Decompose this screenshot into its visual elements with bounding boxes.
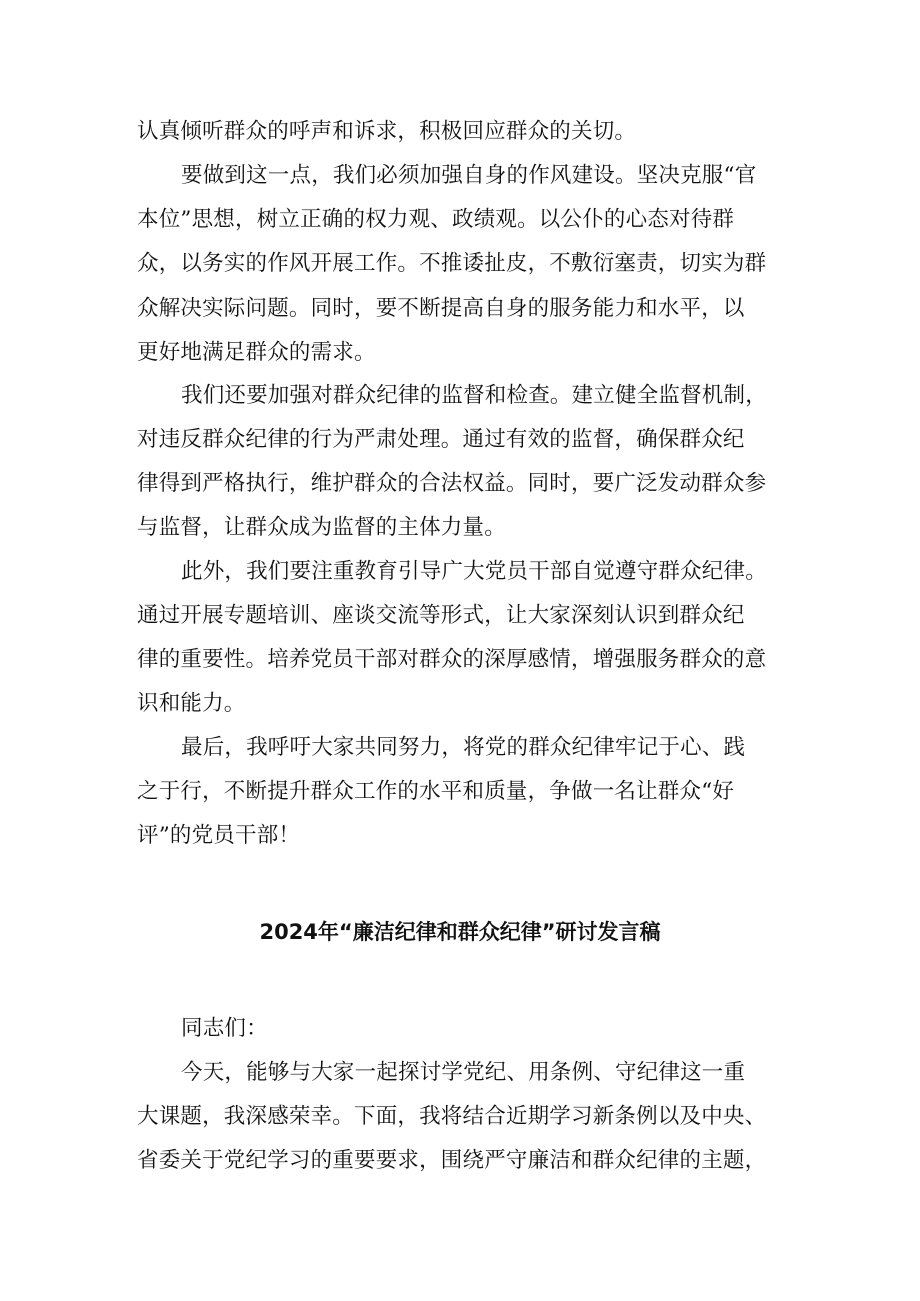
body-line: 与监督，让群众成为监督的主体力量。 [137,515,506,540]
body-line: 众解决实际问题。同时，要不断提高自身的服务能力和水平，以 [137,296,745,321]
paragraph-first-line: 我们还要加强对群众纪律的监督和检查。建立健全监督机制， [181,383,767,408]
body-line: 律得到严格执行，维护群众的合法权益。同时，要广泛发动群众参 [137,471,767,496]
salutation: 同志们： [181,1016,268,1041]
body-line: 众，以务实的作风开展工作。不推诿扯皮，不敷衍塞责，切实为群 [137,251,767,276]
paragraph-first-line: 今天，能够与大家一起探讨学党纪、用条例、守纪律这一重 [181,1060,746,1085]
document-heading: 2024年“廉洁纪律和群众纪律”研讨发言稿 [259,920,661,944]
body-line: 之于行，不断提升群众工作的水平和质量，争做一名让群众“好 [137,779,735,804]
body-line: 本位”思想，树立正确的权力观、政绩观。以公仆的心态对待群 [137,207,735,232]
body-line: 识和能力。 [137,691,246,716]
body-line: 律的重要性。培养党员干部对群众的深厚感情，增强服务群众的意 [137,647,767,672]
body-line: 评”的党员干部！ [137,823,301,848]
body-line: 大课题，我深感荣幸。下面，我将结合近期学习新条例以及中央、 [137,1104,767,1129]
body-line: 省委关于党纪学习的重要要求，围绕严守廉洁和群众纪律的主题， [137,1148,767,1173]
body-line: 认真倾听群众的呼声和诉求，积极回应群众的关切。 [137,119,637,144]
body-line: 通过开展专题培训、座谈交流等形式，让大家深刻认识到群众纪 [137,603,745,628]
paragraph-first-line: 此外，我们要注重教育引导广大党员干部自觉遵守群众纪律。 [181,559,767,584]
paragraph-first-line: 最后，我呼吁大家共同努力，将党的群众纪律牢记于心、践 [181,735,746,760]
body-line: 对违反群众纪律的行为严肃处理。通过有效的监督，确保群众纪 [137,427,745,452]
paragraph-first-line: 要做到这一点，我们必须加强自身的作风建设。坚决克服“官 [181,163,757,188]
body-line: 更好地满足群众的需求。 [137,340,376,365]
